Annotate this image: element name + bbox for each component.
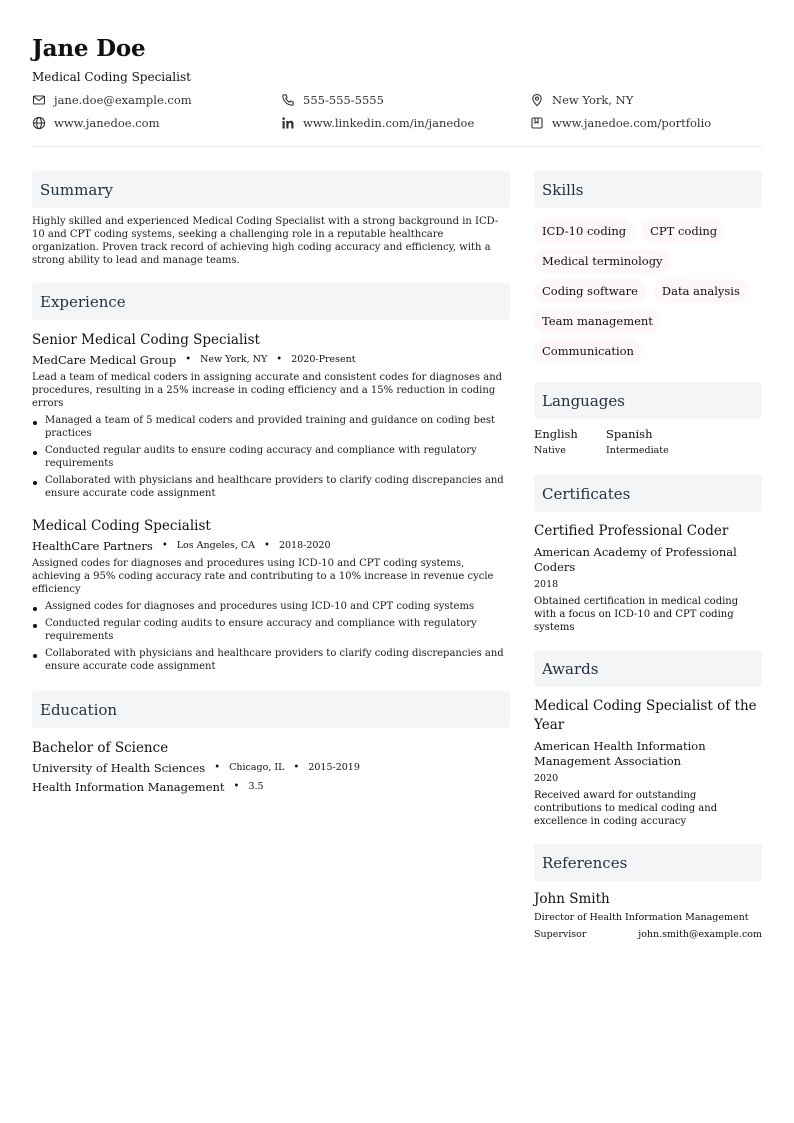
language-name: Spanish [606, 427, 653, 441]
job-entry [32, 518, 510, 673]
education-meta [32, 761, 510, 775]
award-org: American Health Information Management Association [534, 739, 706, 768]
skill-pill: Data analysis [654, 279, 748, 303]
linkedin-icon [281, 116, 295, 130]
award-year: 2020 [534, 773, 559, 784]
job-dates: 2018-2020 [278, 540, 331, 551]
education-field: Health Information Management [32, 780, 225, 794]
education-entry [32, 740, 510, 794]
job-meta [32, 353, 510, 367]
skills-section [534, 171, 762, 366]
job-bullets [32, 414, 510, 500]
language-level: Intermediate [606, 445, 669, 456]
certificates-section [534, 475, 762, 634]
meta-separator: • [293, 762, 300, 773]
contact-location-text: New York, NY [552, 93, 634, 107]
job-location: New York, NY [200, 354, 268, 365]
language-level: Native [534, 445, 566, 456]
location-icon [530, 93, 544, 107]
reference-position: Director of Health Information Management [534, 912, 749, 923]
certificate-org: American Academy of Professional Coders [534, 545, 737, 574]
skill-pill: Coding software [534, 279, 646, 303]
references-section [534, 844, 762, 941]
certificate-title: Certified Professional Coder [534, 523, 729, 539]
experience-section [32, 283, 510, 673]
award-description: Received award for outstanding contributions to medical coding and excellence in coding accuracy [534, 790, 718, 827]
job-bullets [32, 600, 510, 673]
summary-text: Highly skilled and experienced Medical Coding Specialist with a strong background in ICD-10 and CPT coding systems, seeking a challenging role in a reputable healthcare organization. Proven track record of achieving high coding accuracy and efficiency, with a strong ability to lead and manage teams. [32, 216, 499, 266]
contact-linkedin-text: www.linkedin.com/in/janedoe [303, 116, 475, 130]
experience-heading: Experience [32, 283, 510, 320]
education-location: Chicago, IL [229, 762, 285, 773]
globe-icon [32, 116, 46, 130]
reference-email[interactable]: john.smith@example.com [638, 929, 762, 940]
meta-separator: • [276, 354, 283, 365]
job-meta [32, 539, 510, 553]
phone-icon [281, 93, 295, 107]
meta-separator: • [214, 762, 221, 773]
job-dates: 2020-Present [291, 354, 356, 365]
education-field-row [32, 780, 510, 794]
skills-list [534, 216, 762, 366]
skill-pill: CPT coding [642, 219, 725, 243]
contact-location [530, 93, 762, 107]
meta-separator: • [264, 540, 270, 551]
job-description: Lead a team of medical coders in assigning accurate and consistent codes for diagnoses and procedures, resulting in a 25% increase in coding efficiency and a 15% reduction in coding errors [32, 372, 503, 409]
left-column [32, 171, 510, 941]
skill-pill: ICD-10 coding [534, 219, 634, 243]
summary-section [32, 171, 510, 267]
job-bullet: Conducted regular audits to ensure coding accuracy and compliance with regulatory requirements [32, 444, 510, 470]
education-section [32, 691, 510, 794]
education-school: University of Health Sciences [32, 761, 206, 775]
contact-linkedin[interactable] [281, 116, 530, 130]
meta-separator: • [185, 354, 192, 365]
reference-contact-row [534, 929, 762, 941]
resume-columns [32, 171, 762, 941]
certificates-heading: Certificates [534, 475, 762, 512]
languages-list [534, 427, 762, 457]
skill-pill: Communication [534, 339, 642, 363]
education-heading: Education [32, 691, 510, 728]
portfolio-icon [530, 116, 544, 130]
job-bullet: Conducted regular coding audits to ensure accuracy and compliance with regulatory requirements [32, 617, 510, 643]
meta-separator: • [233, 781, 240, 792]
candidate-name: Jane Doe [32, 35, 146, 62]
job-location: Los Angeles, CA [176, 540, 256, 551]
award-title: Medical Coding Specialist of the Year [534, 698, 757, 733]
job-bullet: Assigned codes for diagnoses and procedures using ICD-10 and CPT coding systems [32, 600, 510, 613]
job-entry [32, 332, 510, 500]
contact-portfolio[interactable] [530, 116, 762, 130]
candidate-role: Medical Coding Specialist [32, 70, 191, 84]
languages-heading: Languages [534, 382, 762, 419]
languages-section [534, 382, 762, 457]
job-company: MedCare Medical Group [32, 353, 177, 367]
education-dates: 2015-2019 [308, 762, 360, 773]
skills-heading: Skills [534, 171, 762, 208]
language-name: English [534, 427, 578, 441]
contact-grid [32, 93, 762, 130]
job-bullet: Collaborated with physicians and healthcare providers to clarify coding discrepancies and ensure accurate code assignment [32, 474, 510, 500]
reference-name: John Smith [534, 891, 610, 907]
job-company: HealthCare Partners [32, 539, 153, 553]
skill-pill: Medical terminology [534, 249, 671, 273]
awards-heading: Awards [534, 650, 762, 687]
language-item [606, 427, 678, 457]
education-gpa: 3.5 [248, 781, 264, 792]
contact-email[interactable] [32, 93, 281, 107]
job-bullet: Collaborated with physicians and healthcare providers to clarify coding discrepancies and ensure accurate code assignment [32, 647, 510, 673]
job-bullet: Managed a team of 5 medical coders and provided training and guidance on coding best practices [32, 414, 510, 440]
references-heading: References [534, 844, 762, 881]
language-item [534, 427, 606, 457]
contact-website-text: www.janedoe.com [54, 116, 160, 130]
education-degree: Bachelor of Science [32, 740, 169, 756]
reference-relation: Supervisor [534, 929, 587, 940]
mail-icon [32, 93, 46, 107]
meta-separator: • [161, 540, 168, 551]
awards-section [534, 650, 762, 828]
certificate-description: Obtained certification in medical coding with a focus on ICD-10 and CPT coding systems [534, 596, 739, 633]
skill-pill: Team management [534, 309, 661, 333]
right-column [534, 171, 762, 941]
resume-header [32, 36, 762, 147]
contact-website[interactable] [32, 116, 281, 130]
contact-phone-text: 555-555-5555 [303, 93, 384, 107]
summary-heading: Summary [32, 171, 510, 208]
job-description: Assigned codes for diagnoses and procedures using ICD-10 and CPT coding systems, achieving a 95% coding accuracy rate and contributing to a 10% increase in revenue cycle efficiency [32, 558, 494, 595]
job-title: Senior Medical Coding Specialist [32, 332, 260, 348]
contact-email-text: jane.doe@example.com [54, 93, 192, 107]
certificate-year: 2018 [534, 579, 559, 590]
resume-page [32, 36, 762, 941]
contact-phone[interactable] [281, 93, 530, 107]
contact-portfolio-text: www.janedoe.com/portfolio [552, 116, 712, 130]
header-divider [32, 146, 762, 147]
job-title: Medical Coding Specialist [32, 518, 211, 534]
